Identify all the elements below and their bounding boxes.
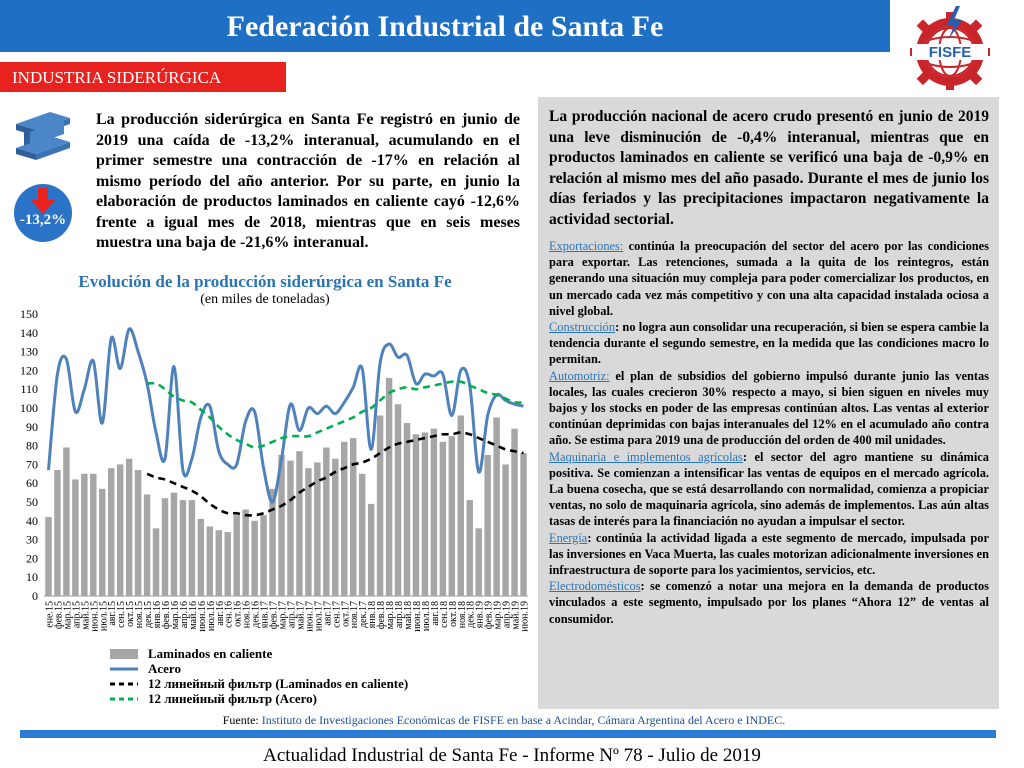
x-tick-label: фев.15	[53, 601, 65, 630]
x-tick-label: ноя.17	[349, 601, 361, 629]
down-arrow-icon	[31, 188, 55, 214]
bar-laminados	[377, 416, 383, 596]
bar-laminados	[251, 521, 257, 596]
bar-laminados	[332, 459, 338, 596]
change-value: -13,2%	[19, 212, 67, 228]
x-tick-label: окт.17	[340, 601, 352, 627]
y-tick-label: 60	[26, 476, 38, 491]
bar-laminados	[207, 526, 213, 596]
bar-laminados	[260, 515, 266, 596]
x-tick-label: мар.17	[277, 601, 289, 630]
x-tick-label: ене.15	[44, 601, 56, 628]
x-tick-label: июл.16	[205, 601, 217, 632]
bar-laminados	[458, 416, 464, 596]
x-tick-label: май.15	[80, 601, 92, 630]
bar-laminados	[269, 489, 275, 596]
x-tick-label: июн.18	[411, 601, 423, 632]
bar-laminados	[314, 463, 320, 596]
sector-text: : se comenzó a notar una mejora en la demanda de productos vinculados a este segmento, impulsado por los planes “Ahora 12” de ventas al consumidor.	[549, 579, 989, 626]
x-tick-label: окт.15	[125, 601, 137, 627]
bar-laminados	[413, 434, 419, 596]
x-tick-label: авг.18	[429, 601, 441, 626]
right-headline: La producción nacional de acero crudo presentó en junio de 2019 una leve disminución de -0,4% interanual, mientras que en productos laminados en caliente se verificó una baja de -0,9% en relación al mismo mes del año pasado. Durante el mes de junio los días feriados y las precipitaciones impactaron negativamente la actividad sectorial.	[549, 108, 989, 228]
legend-swatch	[110, 649, 138, 659]
x-tick-label: янв.16	[152, 601, 164, 629]
bar-laminados	[449, 436, 455, 596]
bar-laminados	[341, 442, 347, 596]
x-tick-label: ноя.18	[456, 601, 468, 629]
sector-text: el plan de subsidios del gobierno impulsó durante junio las ventas locales, las cuales crecieron 30% respecto a mayo, si bien siguen en niveles muy bajos y los stocks en poder de las empresas continúan altos. Las ventas al exterior continúan deprimidas con bajas interanuales del 12% en el acumulado año contra año. Se estima para 2019 una de producción del orden de 400 mil unidades.	[549, 368, 989, 448]
y-tick-label: 0	[32, 589, 38, 603]
y-tick-label: 50	[26, 495, 38, 509]
bar-laminados	[108, 468, 114, 596]
bar-laminados	[233, 515, 239, 596]
x-tick-label: апр.16	[178, 601, 190, 629]
x-tick-label: май.17	[295, 601, 307, 630]
bar-laminados	[484, 455, 490, 596]
y-tick-label: 80	[26, 438, 38, 453]
x-tick-label: июл.18	[420, 601, 432, 632]
y-tick-label: 140	[20, 325, 38, 340]
chart-title: Evolución de la producción siderúrgica en Santa Fe	[78, 272, 452, 291]
x-tick-label: янв.17	[259, 601, 271, 629]
sector-item-construccion	[549, 319, 989, 368]
bar-laminados	[45, 517, 51, 596]
sector-text: : continúa la actividad ligada a este segmento de mercado, impulsada por las inversiones en Vaca Muerta, las cuales motorizan adicionalmente inversiones en infraestructura de soporte para los yacimientos, servicios, etc.	[549, 530, 989, 578]
bar-laminados	[72, 479, 78, 596]
x-tick-label: дек.16	[250, 601, 262, 628]
y-tick-label: 40	[26, 513, 38, 528]
x-tick-label: сен.17	[331, 601, 343, 628]
bar-laminados	[467, 500, 473, 596]
bar-laminados	[287, 461, 293, 596]
x-tick-label: дек.18	[465, 601, 477, 628]
x-tick-label: июн.16	[196, 601, 208, 632]
bar-laminados	[431, 429, 437, 596]
legend-label: Acero	[148, 661, 181, 676]
production-chart	[0, 300, 540, 720]
bar-laminados	[475, 528, 481, 596]
y-tick-label: 70	[26, 457, 38, 472]
bar-laminados	[502, 464, 508, 596]
bar-laminados	[63, 447, 69, 596]
bar-laminados	[520, 453, 526, 596]
x-tick-label: апр.19	[501, 601, 513, 629]
sector-item-maquinaria	[549, 449, 989, 530]
section-tag-label: INDUSTRIA SIDERÚRGICA	[12, 68, 222, 87]
sector-notes	[549, 238, 989, 627]
x-tick-label: сен.16	[223, 601, 235, 628]
x-tick-label: мар.15	[62, 601, 74, 630]
x-tick-label: апр.17	[286, 601, 298, 629]
fisfe-logo	[902, 4, 998, 90]
x-tick-label: мар.19	[492, 601, 504, 630]
legend-label: Laminados en caliente	[148, 646, 273, 661]
x-tick-label: июн.19	[519, 601, 531, 632]
bar-laminados	[225, 532, 231, 596]
y-tick-label: 10	[26, 570, 38, 585]
x-tick-label: фев.19	[483, 601, 495, 630]
bar-laminados	[511, 429, 517, 596]
x-tick-label: май.18	[403, 601, 414, 630]
x-tick-label: фев.17	[268, 601, 280, 630]
sector-topic-link[interactable]: Automotriz:	[549, 368, 610, 383]
bar-laminados	[90, 474, 96, 596]
bar-laminados	[144, 494, 150, 596]
y-tick-label: 130	[20, 344, 38, 359]
footer-bar	[20, 730, 996, 738]
x-tick-label: фев.16	[161, 601, 172, 630]
bar-laminados	[242, 510, 248, 596]
bar-laminados	[216, 530, 222, 596]
sector-topic-link[interactable]: Construcción	[549, 320, 616, 335]
y-tick-label: 20	[26, 551, 38, 566]
x-tick-label: авг.15	[107, 601, 119, 626]
sector-text: continúa la preocupación del sector del acero por las condiciones para exportar. Las retenciones, sumada a la quita de los reintegros, están generando una situación muy compleja para poder comercializar los productos, en un mercado cada vez más competitivo y con una alta capacidad instalada ociosa a nivel global.	[549, 239, 989, 318]
x-tick-label: апр.18	[394, 601, 406, 629]
chart-subtitle: (en miles de toneladas)	[200, 292, 330, 307]
y-tick-label: 90	[26, 419, 38, 434]
sector-item-exportaciones	[549, 238, 989, 319]
bar-laminados	[99, 489, 105, 596]
y-tick-label: 150	[20, 307, 38, 321]
bar-laminados	[386, 378, 392, 596]
x-tick-label: июл.15	[98, 601, 110, 632]
bar-laminados	[126, 459, 132, 596]
x-tick-label: янв.18	[367, 601, 379, 629]
bar-laminados	[117, 464, 123, 596]
sector-item-electrodomesticos	[549, 578, 989, 627]
bar-laminados	[171, 493, 177, 596]
bar-laminados	[54, 470, 60, 596]
bar-laminados	[359, 474, 365, 596]
x-tick-label: сен.15	[116, 601, 128, 628]
x-tick-label: ноя.16	[241, 601, 253, 629]
bar-laminados	[153, 528, 159, 596]
sector-text: : no logra aun consolidar una recuperación, si bien se espera cambie la tendencia durante el segundo semestre, en la medida que las condiciones macro lo permitan.	[549, 320, 989, 367]
bar-laminados	[162, 498, 168, 596]
bar-laminados	[189, 500, 195, 596]
bar-laminados	[440, 442, 446, 596]
y-tick-label: 120	[20, 363, 38, 378]
x-tick-label: дек.17	[358, 601, 370, 628]
bar-laminados	[81, 474, 87, 596]
sector-topic-link[interactable]: Maquinaria e implementos agrícolas	[549, 449, 743, 464]
x-tick-label: окт.18	[447, 601, 459, 627]
y-tick-label: 110	[20, 382, 38, 397]
x-tick-label: май.16	[187, 601, 199, 630]
source-label: Fuente:	[222, 713, 259, 727]
bar-laminados	[135, 470, 141, 596]
x-tick-label: янв.19	[474, 601, 486, 629]
bar-laminados	[198, 519, 204, 596]
x-tick-label: фев.18	[376, 601, 388, 630]
source-note	[0, 713, 1008, 728]
summary-text: La producción siderúrgica en Santa Fe registró en junio de 2019 una caída de -13,2% interanual, acumulando en el primer semestre una contracción de -17% en relación al mismo período del año anterior. Por su parte, en junio la elaboración de productos laminados en caliente cayó -12,6% frente a igual mes de 2018, mientras que en seis meses muestra una baja de -21,6% interanual.	[96, 111, 520, 251]
bar-laminados	[368, 504, 374, 596]
bar-laminados	[323, 447, 329, 596]
bar-laminados	[296, 451, 302, 596]
bar-laminados	[404, 423, 410, 596]
sector-topic-link[interactable]: Energía	[549, 530, 588, 545]
source-text: Instituto de Investigaciones Económicas de FISFE en base a Acindar, Cámara Argentina del Acero e INDEC.	[258, 713, 786, 727]
bar-laminados	[350, 438, 356, 596]
x-tick-label: июн.17	[304, 601, 316, 632]
legend-label: 12 линейный фильтр (Laminados en caliente)	[148, 676, 409, 691]
x-tick-label: дек.15	[143, 601, 155, 628]
x-tick-label: авг.16	[214, 601, 226, 626]
x-tick-label: июн.15	[89, 601, 101, 632]
sector-item-energia	[549, 530, 989, 579]
bar-laminados	[395, 404, 401, 596]
sector-item-automotriz	[549, 368, 989, 449]
x-tick-label: мар.18	[385, 601, 397, 630]
y-tick-label: 100	[20, 401, 38, 415]
bar-laminados	[305, 468, 311, 596]
x-tick-label: авг.17	[322, 601, 334, 626]
x-tick-label: апр.15	[71, 601, 83, 629]
x-tick-label: мар.16	[169, 601, 181, 630]
steel-beam-icon	[10, 110, 74, 162]
x-tick-label: июл.17	[313, 601, 325, 632]
logo-text: FISFE	[928, 44, 972, 61]
x-tick-label: сен.18	[438, 601, 450, 628]
x-tick-label: май.19	[510, 601, 522, 630]
bar-laminados	[422, 432, 428, 596]
sector-topic-link[interactable]: Exportaciones:	[549, 239, 624, 253]
x-tick-label: окт.16	[232, 601, 244, 627]
bar-laminados	[180, 500, 186, 596]
x-tick-label: ноя.15	[134, 601, 146, 629]
legend-label: 12 линейный фильтр (Acero)	[148, 691, 317, 706]
y-tick-label: 30	[26, 532, 38, 547]
sector-topic-link[interactable]: Electrodomésticos	[549, 579, 641, 594]
sector-text: : el sector del agro mantiene su dinámica positiva. Se comienzan a intensificar las ventas de equipos en el mercado agrícola. La buena cosecha, que se está desarrollando con normalidad, comienza a propiciar ventas, no solo de maquinaria agrícola, sino además de implementos. Las aún altas tasas de interés para la financiación no ayudan a impulsar el sector.	[549, 449, 990, 529]
footer-text: Actualidad Industrial de Santa Fe - Informe Nº 78 - Julio de 2019	[263, 745, 761, 766]
page-title: Federación Industrial de Santa Fe	[226, 10, 664, 43]
